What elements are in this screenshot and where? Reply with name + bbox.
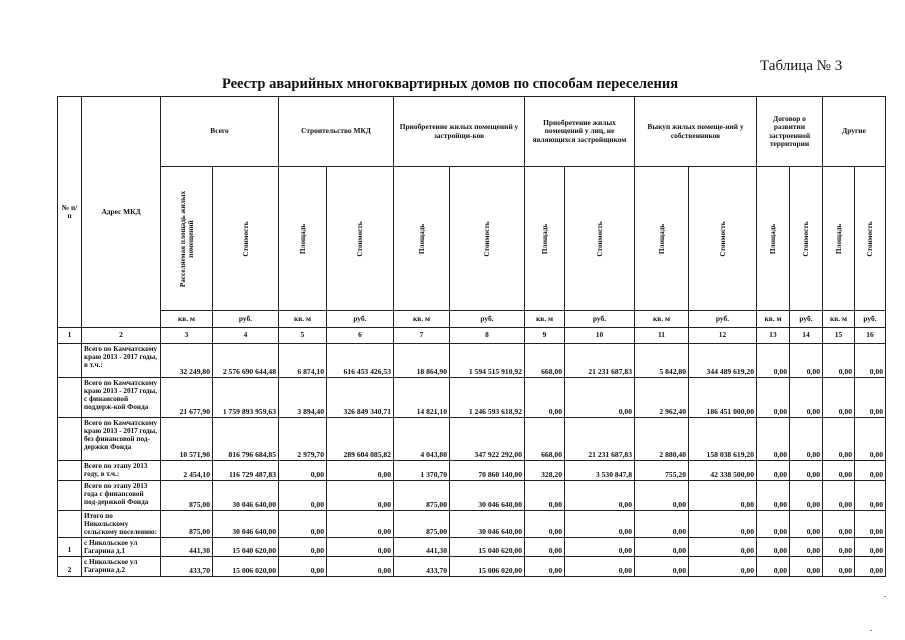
group-header-developer-purchase: Приобретение жилых помещений у застройщи-ков — [394, 97, 525, 167]
value-cell: 4 043,80 — [394, 418, 450, 461]
unit-cell: кв. м — [635, 311, 689, 328]
column-number: 2 — [82, 328, 161, 344]
value-cell: 0,00 — [689, 511, 757, 538]
subheader-text: Площадь — [298, 223, 307, 254]
value-cell: 0,00 — [790, 481, 823, 511]
value-cell: 0,00 — [790, 538, 823, 557]
header-num: № п/п — [58, 97, 82, 328]
subheader-text: Площадь — [540, 223, 549, 254]
subheader-text: Стоимость — [718, 220, 727, 257]
value-cell: 347 922 292,00 — [450, 418, 525, 461]
column-number: 3 — [161, 328, 213, 344]
unit-cell: руб. — [855, 311, 886, 328]
table-row — [58, 461, 886, 481]
value-cell: 0,00 — [565, 511, 635, 538]
subheader-text: Площадь — [657, 223, 666, 254]
value-cell: 0,00 — [565, 481, 635, 511]
row-label: с Никольское ул Гагарина д.2 — [82, 557, 161, 577]
row-index — [58, 418, 82, 461]
table-row — [58, 511, 886, 538]
value-cell: 15 040 620,00 — [450, 538, 525, 557]
value-cell: 0,00 — [279, 511, 327, 538]
value-cell: 1 759 893 959,63 — [213, 378, 279, 418]
unit-cell: руб. — [213, 311, 279, 328]
value-cell: 3 530 847,8 — [565, 461, 635, 481]
value-cell: 433,70 — [161, 557, 213, 577]
subheader-buyout-cost — [689, 167, 757, 311]
value-cell: 441,30 — [394, 538, 450, 557]
value-cell: 0,00 — [279, 538, 327, 557]
column-number: 4 — [213, 328, 279, 344]
column-number-row — [58, 328, 886, 344]
column-number: 11 — [635, 328, 689, 344]
value-cell: 30 046 640,00 — [213, 481, 279, 511]
table-row — [58, 378, 886, 418]
unit-cell: руб. — [565, 311, 635, 328]
row-index — [58, 481, 82, 511]
value-cell: 2 576 690 644,48 — [213, 344, 279, 378]
value-cell: 30 046 640,00 — [450, 511, 525, 538]
subheader-developer-cost — [450, 167, 525, 311]
value-cell: 158 038 619,20 — [689, 418, 757, 461]
value-cell: 15 040 620,00 — [213, 538, 279, 557]
value-cell: 32 249,80 — [161, 344, 213, 378]
subheader-total-cost — [213, 167, 279, 311]
row-index — [58, 378, 82, 418]
value-cell: 0,00 — [635, 511, 689, 538]
value-cell: 875,00 — [394, 511, 450, 538]
value-cell: 0,00 — [565, 378, 635, 418]
table-row — [58, 557, 886, 577]
table-body — [58, 344, 886, 577]
value-cell: 0,00 — [823, 511, 855, 538]
value-cell: 0,00 — [855, 418, 886, 461]
value-cell: 6 874,10 — [279, 344, 327, 378]
value-cell: 0,00 — [327, 538, 394, 557]
value-cell: 116 729 487,83 — [213, 461, 279, 481]
units-row — [58, 311, 886, 328]
column-number: 9 — [525, 328, 565, 344]
column-number: 16 — [855, 328, 886, 344]
value-cell: 755,20 — [635, 461, 689, 481]
row-index — [58, 461, 82, 481]
unit-cell: кв. м — [757, 311, 790, 328]
value-cell: 0,00 — [823, 378, 855, 418]
value-cell: 0,00 — [790, 378, 823, 418]
value-cell: 2 880,40 — [635, 418, 689, 461]
group-header-total: Всего — [161, 97, 279, 167]
unit-cell: кв. м — [823, 311, 855, 328]
value-cell: 0,00 — [757, 378, 790, 418]
value-cell: 30 046 640,00 — [213, 511, 279, 538]
value-cell: 344 489 619,20 — [689, 344, 757, 378]
value-cell: 433,70 — [394, 557, 450, 577]
value-cell: 875,00 — [161, 481, 213, 511]
row-index — [58, 344, 82, 378]
value-cell: 1 594 515 910,92 — [450, 344, 525, 378]
column-number: 7 — [394, 328, 450, 344]
unit-cell: кв. м — [394, 311, 450, 328]
value-cell: 1 370,70 — [394, 461, 450, 481]
group-header-other: Другие — [823, 97, 886, 167]
value-cell: 875,00 — [161, 511, 213, 538]
value-cell: 0,00 — [279, 481, 327, 511]
value-cell: 1 246 593 618,92 — [450, 378, 525, 418]
value-cell: 5 842,80 — [635, 344, 689, 378]
value-cell: 0,00 — [855, 461, 886, 481]
value-cell: 0,00 — [855, 557, 886, 577]
value-cell: 0,00 — [565, 538, 635, 557]
value-cell: 0,00 — [823, 481, 855, 511]
value-cell: 616 453 426,53 — [327, 344, 394, 378]
value-cell: 15 006 020,00 — [450, 557, 525, 577]
value-cell: 0,00 — [525, 538, 565, 557]
value-cell: 2 962,40 — [635, 378, 689, 418]
value-cell: 0,00 — [327, 481, 394, 511]
value-cell: 30 046 640,00 — [450, 481, 525, 511]
subheader-construction-area — [279, 167, 327, 311]
subheader-text: Стоимость — [865, 220, 874, 257]
value-cell: 14 821,10 — [394, 378, 450, 418]
value-cell: 0,00 — [757, 557, 790, 577]
value-cell: 0,00 — [689, 481, 757, 511]
value-cell: 0,00 — [790, 511, 823, 538]
value-cell: 0,00 — [855, 511, 886, 538]
value-cell: 0,00 — [823, 418, 855, 461]
value-cell: 0,00 — [790, 461, 823, 481]
value-cell: 0,00 — [279, 557, 327, 577]
unit-cell: руб. — [327, 311, 394, 328]
value-cell: 2 454,10 — [161, 461, 213, 481]
subheader-construction-cost — [327, 167, 394, 311]
column-number: 8 — [450, 328, 525, 344]
value-cell: 0,00 — [757, 461, 790, 481]
value-cell: 186 451 000,00 — [689, 378, 757, 418]
value-cell: 0,00 — [565, 557, 635, 577]
value-cell: 668,00 — [525, 418, 565, 461]
subheader-other-cost — [855, 167, 886, 311]
row-label: Всего по этапу 2013 году, в т.ч.: — [82, 461, 161, 481]
column-number: 5 — [279, 328, 327, 344]
value-cell: 0,00 — [757, 481, 790, 511]
value-cell: 0,00 — [823, 557, 855, 577]
value-cell: 42 338 500,00 — [689, 461, 757, 481]
value-cell: 3 894,40 — [279, 378, 327, 418]
unit-cell: руб. — [689, 311, 757, 328]
value-cell: 2 979,70 — [279, 418, 327, 461]
row-index: 1 — [58, 538, 82, 557]
value-cell: 328,20 — [525, 461, 565, 481]
column-number: 12 — [689, 328, 757, 344]
value-cell: 326 849 340,71 — [327, 378, 394, 418]
value-cell: 21 677,90 — [161, 378, 213, 418]
value-cell: 21 231 687,83 — [565, 418, 635, 461]
row-label: с Никольское ул Гагарина д.1 — [82, 538, 161, 557]
value-cell: 0,00 — [635, 481, 689, 511]
scan-speck — [884, 596, 886, 597]
subheader-text: Площадь — [834, 223, 843, 254]
header-address: Адрес МКД — [82, 97, 161, 328]
subheader-total-area — [161, 167, 213, 311]
value-cell: 0,00 — [279, 461, 327, 481]
value-cell: 0,00 — [635, 538, 689, 557]
header-sub-row — [58, 167, 886, 311]
unit-cell: кв. м — [161, 311, 213, 328]
column-number: 6 — [327, 328, 394, 344]
group-header-territory-contract: Договор о развитии застроенной территории — [757, 97, 823, 167]
subheader-non-developer-area — [525, 167, 565, 311]
table-row — [58, 481, 886, 511]
value-cell: 0,00 — [757, 344, 790, 378]
row-label: Всего по Камчатскому краю 2013 - 2017 годы, в т.ч.: — [82, 344, 161, 378]
value-cell: 0,00 — [855, 344, 886, 378]
table-number: Таблица № 3 — [760, 58, 843, 74]
value-cell: 0,00 — [855, 378, 886, 418]
unit-cell: руб. — [450, 311, 525, 328]
table-row — [58, 538, 886, 557]
value-cell: 0,00 — [327, 461, 394, 481]
value-cell: 70 860 140,00 — [450, 461, 525, 481]
row-label: Всего по Камчатскому краю 2013 - 2017 годы, без финансовой под-держки Фонда — [82, 418, 161, 461]
subheader-text: Стоимость — [595, 220, 604, 257]
scan-speck — [870, 630, 872, 631]
row-label: Всего по этапу 2013 года с финансовой под-держкой Фонда — [82, 481, 161, 511]
document-title: Реестр аварийных многоквартирных домов по способам переселения — [221, 76, 679, 92]
value-cell: 0,00 — [757, 511, 790, 538]
value-cell: 0,00 — [757, 418, 790, 461]
subheader-text: Стоимость — [241, 220, 250, 257]
value-cell: 0,00 — [525, 378, 565, 418]
value-cell: 18 864,90 — [394, 344, 450, 378]
column-number: 15 — [823, 328, 855, 344]
value-cell: 21 231 687,83 — [565, 344, 635, 378]
value-cell: 441,30 — [161, 538, 213, 557]
value-cell: 15 006 020,00 — [213, 557, 279, 577]
value-cell: 0,00 — [525, 557, 565, 577]
subheader-text: Стоимость — [482, 220, 491, 257]
value-cell: 0,00 — [689, 557, 757, 577]
row-label: Итого по Никольскому сельскому поселению: — [82, 511, 161, 538]
column-number: 14 — [790, 328, 823, 344]
subheader-developer-area — [394, 167, 450, 311]
subheader-text: Стоимость — [801, 220, 810, 257]
value-cell: 0,00 — [790, 557, 823, 577]
row-label: Всего по Камчатскому краю 2013 - 2017 годы, с финансовой поддерж-кой Фонда — [82, 378, 161, 418]
unit-cell: кв. м — [525, 311, 565, 328]
value-cell: 816 796 684,85 — [213, 418, 279, 461]
value-cell: 289 604 085,82 — [327, 418, 394, 461]
subheader-territory-cost — [790, 167, 823, 311]
group-header-non-developer-purchase: Приобретение жилых помещений у лиц, не являющихся застройщиком — [525, 97, 635, 167]
value-cell: 0,00 — [525, 481, 565, 511]
subheader-text: Расселяемая площадь жилых помещений — [178, 190, 195, 287]
table-row — [58, 418, 886, 461]
table-row — [58, 344, 886, 378]
subheader-territory-area — [757, 167, 790, 311]
value-cell: 875,00 — [394, 481, 450, 511]
group-header-buyout: Выкуп жилых помеще-ний у собственников — [635, 97, 757, 167]
value-cell: 0,00 — [855, 538, 886, 557]
value-cell: 668,00 — [525, 344, 565, 378]
registry-table — [57, 96, 886, 577]
value-cell: 0,00 — [790, 344, 823, 378]
value-cell: 0,00 — [823, 538, 855, 557]
subheader-other-area — [823, 167, 855, 311]
value-cell: 0,00 — [823, 344, 855, 378]
column-number: 13 — [757, 328, 790, 344]
value-cell: 0,00 — [790, 418, 823, 461]
value-cell: 0,00 — [327, 511, 394, 538]
value-cell: 0,00 — [525, 511, 565, 538]
value-cell: 0,00 — [689, 538, 757, 557]
subheader-buyout-area — [635, 167, 689, 311]
subheader-text: Площадь — [417, 223, 426, 254]
value-cell: 0,00 — [635, 557, 689, 577]
value-cell: 0,00 — [757, 538, 790, 557]
subheader-non-developer-cost — [565, 167, 635, 311]
subheader-text: Стоимость — [355, 220, 364, 257]
value-cell: 0,00 — [327, 557, 394, 577]
column-number: 1 — [58, 328, 82, 344]
subheader-text: Площадь — [768, 223, 777, 254]
group-header-construction: Строительство МКД — [279, 97, 394, 167]
value-cell: 0,00 — [855, 481, 886, 511]
unit-cell: руб. — [790, 311, 823, 328]
value-cell: 0,00 — [823, 461, 855, 481]
header-group-row — [58, 97, 886, 167]
column-number: 10 — [565, 328, 635, 344]
row-index: 2 — [58, 557, 82, 577]
unit-cell: кв. м — [279, 311, 327, 328]
value-cell: 10 571,90 — [161, 418, 213, 461]
row-index — [58, 511, 82, 538]
